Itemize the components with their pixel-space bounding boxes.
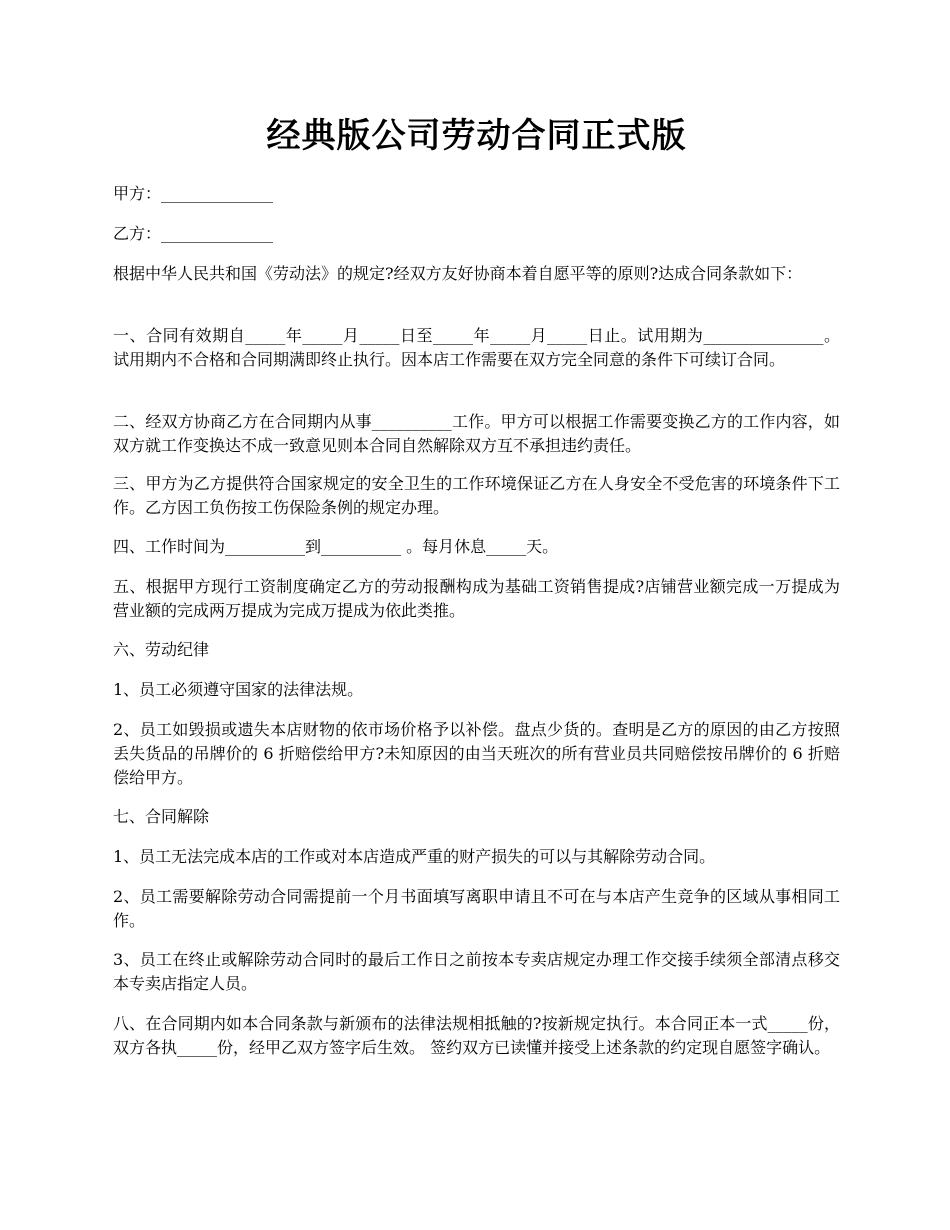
termination-item-2: 2、员工需要解除劳动合同需提前一个月书面填写离职申请且不可在与本店产生竞争的区域从事相同工作。	[113, 887, 840, 930]
party-a-line: 甲方：______________	[113, 184, 274, 203]
discipline-item-2: 2、员工如毁损或遗失本店财物的依市场价格予以补偿。盘点少货的。查明是乙方的原因的由乙方按照丢失货品的吊牌价的 6 折赔偿给甲方?未知原因的由当天班次的所有营业员共同赔偿按吊牌价的 6 折赔偿给甲方。	[113, 720, 840, 787]
discipline-item-1: 1、员工必须遵守国家的法律法规。	[113, 680, 364, 699]
clause-8-final: 八、在合同期内如本合同条款与新颁布的法律法规相抵触的?按新规定执行。本合同正本一式_____份，双方各执_____份，经甲乙双方签字后生效。 签约双方已读懂并接受上述条款的约定现自愿签字确认。	[113, 1014, 840, 1057]
section-6-heading: 六、劳动纪律	[113, 640, 210, 659]
termination-item-1: 1、员工无法完成本店的工作或对本店造成严重的财产损失的可以与其解除劳动合同。	[113, 847, 716, 866]
clause-4-hours: 四、工作时间为__________到__________ 。每月休息_____天。	[113, 537, 559, 556]
clause-5-pay: 五、根据甲方现行工资制度确定乙方的劳动报酬构成为基础工资销售提成?店铺营业额完成一万提成为营业额的完成两万提成为完成万提成为依此类推。	[113, 577, 840, 620]
section-7-heading: 七、合同解除	[113, 807, 210, 826]
party-b-line: 乙方：______________	[113, 224, 274, 243]
termination-item-3: 3、员工在终止或解除劳动合同时的最后工作日之前按本专卖店规定办理工作交接手续须全部清点移交本专卖店指定人员。	[113, 950, 840, 993]
clause-2-duty: 二、经双方协商乙方在合同期内从事__________工作。甲方可以根据工作需要变换乙方的工作内容，如双方就工作变换达不成一致意见则本合同自然解除双方互不承担违约责任。	[113, 412, 840, 455]
document-title: 经典版公司劳动合同正式版	[266, 116, 687, 156]
clause-1-term: 一、合同有效期自_____年_____月_____日至_____年_____月_____日止。试用期为_______________。试用期内不合格和合同期满即终止执行。因本店工作需要在双方完全同意的条件下可续订合同。	[113, 326, 840, 369]
clause-3-safety: 三、甲方为乙方提供符合国家规定的安全卫生的工作环境保证乙方在人身安全不受危害的环境条件下工作。乙方因工负伤按工伤保险条例的规定办理。	[113, 474, 840, 517]
preamble-paragraph: 根据中华人民共和国《劳动法》的规定?经双方友好协商本着自愿平等的原则?达成合同条款如下：	[113, 264, 803, 283]
